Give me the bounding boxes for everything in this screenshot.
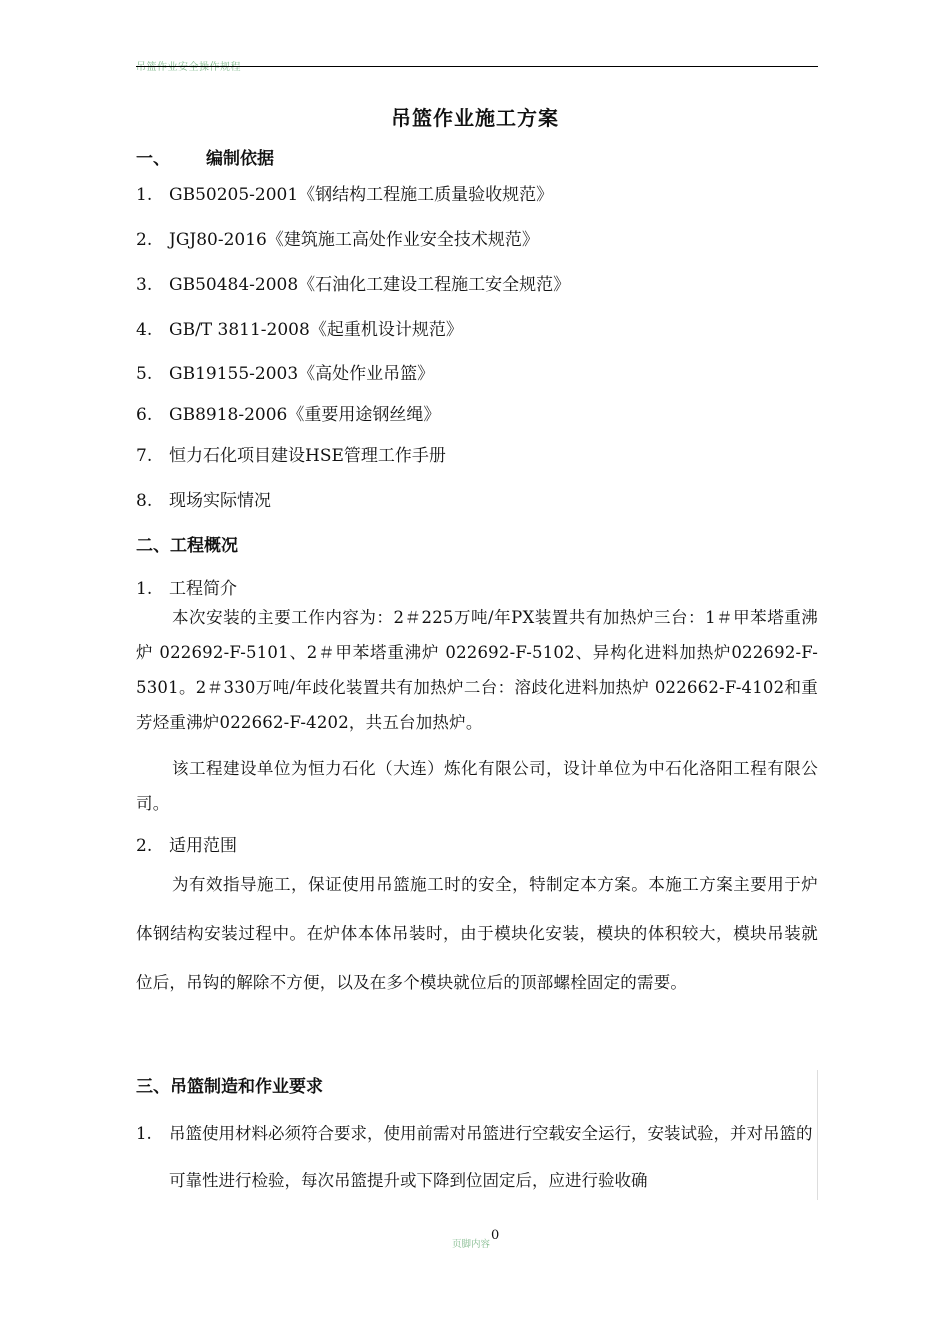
item-number: 8. xyxy=(136,491,153,511)
item-number: 2. xyxy=(136,836,153,856)
header-rule xyxy=(136,66,818,67)
reference-item xyxy=(136,315,463,340)
item-text: GB8918-2006《重要用途钢丝绳》 xyxy=(169,405,441,425)
section-3-heading: 三、吊篮制造和作业要求 xyxy=(136,1077,323,1097)
item-text: GB50205-2001《钢结构工程施工质量验收规范》 xyxy=(169,185,554,205)
running-header: 吊篮作业安全操作规程 xyxy=(136,62,241,73)
item-number: 1. xyxy=(136,1124,152,1143)
page-number: 0 xyxy=(491,1228,500,1243)
item-text: GB50484-2008《石油化工建设工程施工安全规范》 xyxy=(169,275,571,295)
section-1-number: 一、 xyxy=(136,149,170,169)
item-text: JGJ80-2016《建筑施工高处作业安全技术规范》 xyxy=(169,230,539,250)
body-paragraph: 该工程建设单位为恒力石化（大连）炼化有限公司，设计单位为中石化洛阳工程有限公司。 xyxy=(136,759,818,813)
item-number: 1. xyxy=(136,579,153,599)
section-2-heading: 二、工程概况 xyxy=(136,536,238,556)
reference-item xyxy=(136,180,553,205)
item-text: GB19155-2003《高处作业吊篮》 xyxy=(169,364,435,384)
item-number: 2. xyxy=(136,230,153,250)
reference-item xyxy=(136,359,434,384)
section-1-heading xyxy=(136,144,274,169)
item-number: 6. xyxy=(136,405,153,425)
page-footer xyxy=(452,1228,500,1251)
footer-text: 页脚内容 xyxy=(452,1239,491,1250)
section-1-title: 编制依据 xyxy=(206,149,274,169)
reference-item xyxy=(136,225,539,250)
reference-item xyxy=(136,270,570,295)
subsection-heading xyxy=(136,831,237,856)
item-number: 5. xyxy=(136,364,153,384)
reference-item xyxy=(136,400,440,425)
item-text: 适用范围 xyxy=(169,836,237,856)
requirement-item xyxy=(136,1110,818,1204)
margin-rule xyxy=(817,1070,818,1200)
item-text: GB/T 3811-2008《起重机设计规范》 xyxy=(169,320,463,340)
item-number: 4. xyxy=(136,320,153,340)
item-text: 恒力石化项目建设HSE管理工作手册 xyxy=(169,446,446,466)
body-paragraph: 本次安装的主要工作内容为：2＃225万吨/年PX装置共有加热炉三台：1＃甲苯塔重沸炉 022692-F-5101、2＃甲苯塔重沸炉 022692-F-5102、异构化进料加热炉022692-F-5301。2＃330万吨/年歧化装置共有加热炉二台：溶歧化进料加热炉 022662-F-4102和重芳烃重沸炉022662-F-4202，共五台加热炉。 xyxy=(136,608,818,732)
reference-item xyxy=(136,441,446,466)
item-text: 吊篮使用材料必须符合要求，使用前需对吊篮进行空载安全运行，安装试验，并对吊篮的可靠性进行检验，每次吊篮提升或下降到位固定后，应进行验收确 xyxy=(169,1124,813,1190)
item-number: 1. xyxy=(136,185,153,205)
item-number: 3. xyxy=(136,275,153,295)
subsection-heading xyxy=(136,574,237,599)
body-paragraph: 为有效指导施工，保证使用吊篮施工时的安全，特制定本方案。本施工方案主要用于炉体钢结构安装过程中。在炉体本体吊装时，由于模块化安装，模块的体积较大，模块吊装就位后，吊钩的解除不方便，以及在多个模块就位后的顶部螺栓固定的需要。 xyxy=(136,875,818,992)
item-text: 现场实际情况 xyxy=(169,491,271,511)
document-title: 吊篮作业施工方案 xyxy=(391,106,559,130)
item-number: 7. xyxy=(136,446,153,466)
item-text: 工程简介 xyxy=(169,579,237,599)
reference-item xyxy=(136,486,271,511)
